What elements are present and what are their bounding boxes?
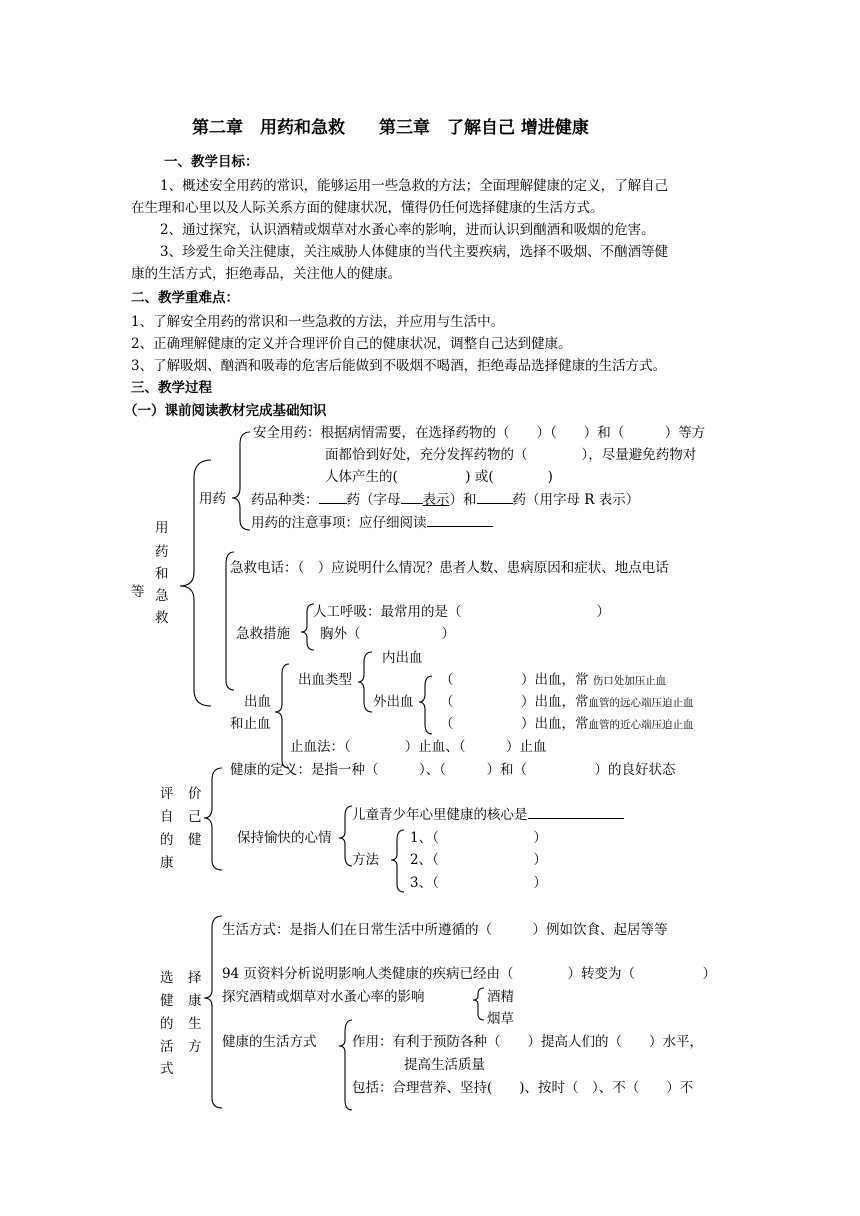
external-bleeding: 外出血 (373, 694, 414, 710)
method-3: 3、（ ） (410, 875, 547, 891)
method-2: 2、（ ） (410, 852, 547, 868)
notice-text: 用药的注意事项：应仔细阅读 (251, 515, 427, 531)
notice-line (251, 514, 493, 531)
vertical-label-char: 健 (160, 993, 174, 1009)
vertical-label-char: 方 (188, 1039, 202, 1055)
bleed-kind-3-note: 血管的近心端压迫止血 (588, 719, 694, 731)
process-heading: 三、教学过程 (131, 380, 212, 396)
effect-line-2: 提高生活质量 (404, 1057, 485, 1073)
brace-xinqing (339, 806, 352, 866)
objective-1-line-1: 1、概述安全用药的常识，能够运用一些急救的方法；全面理解健康的定义，了解自己 (160, 178, 669, 194)
mental-health-core (352, 806, 624, 823)
drug-kinds (251, 491, 639, 508)
process-subheading: （一）课前阅读教材完成基础知识 (124, 403, 327, 419)
objective-3-line-1: 3、珍爱生命关注健康，关注威胁人体健康的当代主要疾病，选择不吸烟、不酗酒等健 (160, 244, 669, 260)
brace-pingjia (204, 768, 222, 870)
vertical-label-char: 式 (160, 1061, 174, 1077)
bleed-kind-1-note: 伤口处加压止血 (592, 675, 667, 687)
vertical-label-char: 价 (188, 786, 202, 802)
safe-medication-line-2: 面都恰到好处，充分发挥药物的（ ），尽量避免药物对 (325, 447, 697, 463)
objective-2: 2、通过探究，认识酒精或烟草对水蚤心率的影响，进而认识到酗酒和吸烟的危害。 (160, 222, 655, 238)
vertical-label-char: 自 (160, 809, 174, 825)
vertical-label-char: 急 (155, 588, 169, 604)
drug-kinds-represent: 表示 (422, 492, 450, 508)
keypoint-3: 3、了解吸烟、酗酒和吸毒的危害后能做到不吸烟不喝酒，拒绝毒品选择健康的生活方式。 (131, 358, 667, 374)
keypoint-1: 1、了解安全用药的常识和一些急救的方法，并应用与生活中。 (131, 314, 505, 330)
emergency-phone: 急救电话：（ ）应说明什么情况？患者人数、患病原因和症状、地点电话 (230, 560, 669, 576)
artificial-respiration: 人工呼吸：最常用的是（ ） (313, 604, 610, 620)
vertical-label-char: 的 (160, 1016, 174, 1032)
keypoints-heading: 二、教学重难点： (131, 290, 239, 306)
brace-jiankang (339, 1020, 352, 1110)
blank-line (427, 514, 493, 527)
effect-line-1: 作用：有利于预防各种（ ）提高人们的（ ）水平， (352, 1034, 703, 1050)
bleeding-type-label: 出血类型 (298, 672, 352, 688)
vertical-label-char: 康 (188, 993, 202, 1009)
vertical-label-char: 选 (160, 970, 174, 986)
vertical-label-char: 健 (188, 832, 202, 848)
lifestyle-definition: 生活方式：是指人们在日常生活中所遵循的（ ）例如饮食、起居等等 (222, 922, 668, 938)
page-title: 第二章 用药和急救 第三章 了解自己 增进健康 (192, 118, 589, 138)
vertical-label-char: 生 (188, 1016, 202, 1032)
objective-1-line-2: 在生理和心里以及人际关系方面的健康状况，懂得仍任何选择健康的生活方式。 (131, 200, 604, 216)
method-1: 1、（ ） (410, 830, 547, 846)
brace-xuanze (204, 916, 222, 1108)
vertical-label-char: 救 (155, 610, 169, 626)
deng-char: 等 (131, 584, 145, 600)
bleed-kind-3 (440, 716, 694, 733)
vertical-label-char: 活 (160, 1039, 174, 1055)
drug-kinds-and: ）和 (449, 492, 477, 508)
health-definition: 健康的定义：是指一种（ ）、（ ）和（ ）的良好状态 (230, 762, 676, 778)
emergency-measures-label: 急救措施 (236, 626, 290, 642)
brace-chuxue (275, 664, 289, 768)
bleed-kind-1 (440, 672, 666, 689)
drug-kinds-otc: 药（字母 (346, 492, 401, 508)
brace-jiujing (473, 988, 484, 1020)
bleed-kind-1-text: （ ）出血，常 (440, 672, 589, 688)
brace-yongyao (232, 432, 250, 530)
chest-compression: 胸外（ ） (320, 626, 455, 642)
explore-experiment: 探究酒精或烟草对水蚤心率的影响 (222, 989, 425, 1005)
brace-fangfa (391, 830, 404, 892)
blank-line (401, 491, 423, 504)
vertical-label-char: 药 (155, 544, 169, 560)
healthy-lifestyle-label: 健康的生活方式 (222, 1034, 317, 1050)
keypoint-2: 2、正确理解健康的定义并合理评价自己的健康状况，调整自己达到健康。 (131, 336, 572, 352)
include-line: 包括：合理营养、坚持( )、按时（ ）、不（ ）不 (352, 1080, 694, 1096)
stop-bleeding-methods: 止血法：（ ）止血、（ ）止血 (290, 739, 547, 755)
vertical-label-char: 用 (155, 520, 169, 536)
bleed-kind-3-text: （ ）出血，常 (440, 716, 589, 732)
yongyao-label: 用药 (199, 491, 226, 507)
brace-waichuxue (419, 676, 432, 734)
safe-medication-line-3: 人体产生的( ) 或( ) (325, 469, 553, 485)
drug-kinds-rx: 药（用字母 R 表示） (512, 492, 640, 508)
blank-line (319, 491, 347, 504)
objective-3-line-2: 康的生活方式，拒绝毒品，关注他人的健康。 (131, 266, 401, 282)
vertical-label-char: 评 (160, 786, 174, 802)
vertical-label-char: 择 (188, 970, 202, 986)
method-label: 方法 (352, 852, 379, 868)
bleed-kind-2 (440, 694, 694, 711)
alcohol-item: 酒精 (487, 989, 514, 1005)
mental-health-core-text: 儿童青少年心里健康的核心是 (352, 807, 528, 823)
objectives-heading: 一、教学目标： (164, 154, 259, 170)
bleed-kind-2-note: 血管的远心端压迫止血 (588, 697, 694, 709)
brace-chuxueleixing (358, 652, 372, 712)
blank-line (528, 806, 624, 819)
bleed-kind-2-text: （ ）出血，常 (440, 694, 589, 710)
vertical-label-char: 和 (155, 566, 169, 582)
vertical-label-char: 己 (188, 809, 202, 825)
internal-bleeding: 内出血 (382, 650, 423, 666)
blank-line (477, 491, 513, 504)
bleeding-label-2: 和止血 (230, 716, 271, 732)
drug-kinds-label: 药品种类： (251, 492, 319, 508)
safe-medication-line-1: 安全用药：根据病情需要，在选择药物的（ ）（ ）和（ ）等方 (253, 425, 706, 441)
tobacco-item: 烟草 (487, 1011, 514, 1027)
page94-analysis: 94 页资料分析说明影响人类健康的疾病已经由（ ）转变为（ ） (222, 966, 716, 982)
vertical-label-char: 康 (160, 855, 174, 871)
vertical-label-char: 的 (160, 832, 174, 848)
bleeding-label-1: 出血 (244, 694, 271, 710)
keep-happy-label: 保持愉快的心情 (237, 830, 332, 846)
